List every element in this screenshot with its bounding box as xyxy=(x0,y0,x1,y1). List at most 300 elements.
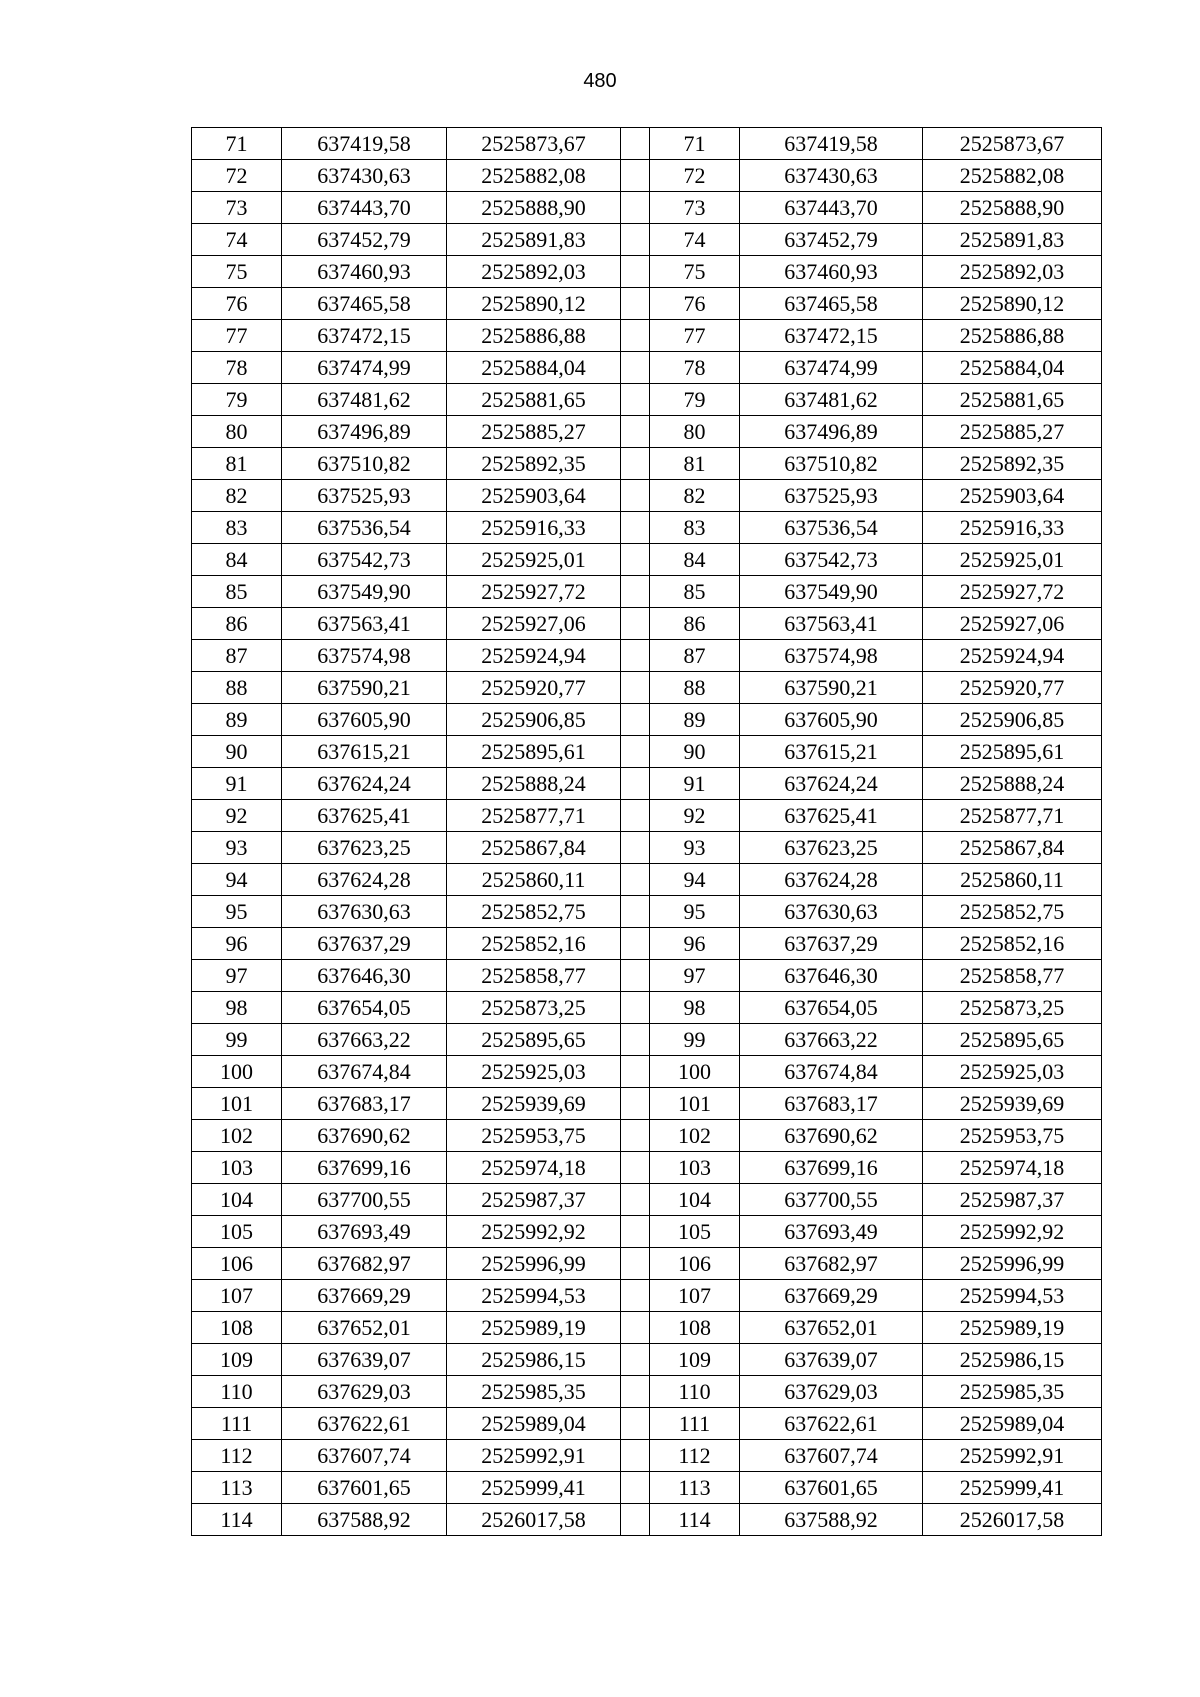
left-x-coordinate-cell: 637637,29 xyxy=(282,928,447,960)
table-row xyxy=(192,1120,1102,1152)
left-point-number-cell: 85 xyxy=(192,576,282,608)
right-point-number-cell: 86 xyxy=(650,608,740,640)
right-y-coordinate-cell: 2525895,61 xyxy=(923,736,1102,768)
table-row xyxy=(192,832,1102,864)
left-y-coordinate-cell: 2525881,65 xyxy=(447,384,621,416)
left-y-coordinate-cell: 2525994,53 xyxy=(447,1280,621,1312)
right-x-coordinate-cell: 637525,93 xyxy=(740,480,923,512)
separator-cell xyxy=(621,928,650,960)
right-point-number-cell: 105 xyxy=(650,1216,740,1248)
right-point-number-cell: 87 xyxy=(650,640,740,672)
left-point-number-cell: 81 xyxy=(192,448,282,480)
left-x-coordinate-cell: 637563,41 xyxy=(282,608,447,640)
left-y-coordinate-cell: 2525895,61 xyxy=(447,736,621,768)
separator-cell xyxy=(621,704,650,736)
separator-cell xyxy=(621,224,650,256)
right-point-number-cell: 114 xyxy=(650,1504,740,1536)
right-x-coordinate-cell: 637542,73 xyxy=(740,544,923,576)
separator-cell xyxy=(621,1216,650,1248)
right-x-coordinate-cell: 637549,90 xyxy=(740,576,923,608)
separator-cell xyxy=(621,128,650,160)
right-x-coordinate-cell: 637496,89 xyxy=(740,416,923,448)
left-y-coordinate-cell: 2525989,19 xyxy=(447,1312,621,1344)
right-y-coordinate-cell: 2525992,91 xyxy=(923,1440,1102,1472)
right-y-coordinate-cell: 2525924,94 xyxy=(923,640,1102,672)
left-point-number-cell: 80 xyxy=(192,416,282,448)
left-y-coordinate-cell: 2525867,84 xyxy=(447,832,621,864)
separator-cell xyxy=(621,864,650,896)
table-row xyxy=(192,1088,1102,1120)
left-point-number-cell: 100 xyxy=(192,1056,282,1088)
coordinates-table xyxy=(191,127,1102,1536)
right-x-coordinate-cell: 637563,41 xyxy=(740,608,923,640)
left-y-coordinate-cell: 2525925,01 xyxy=(447,544,621,576)
left-y-coordinate-cell: 2525852,75 xyxy=(447,896,621,928)
right-point-number-cell: 72 xyxy=(650,160,740,192)
right-x-coordinate-cell: 637700,55 xyxy=(740,1184,923,1216)
left-x-coordinate-cell: 637683,17 xyxy=(282,1088,447,1120)
table-row xyxy=(192,736,1102,768)
right-x-coordinate-cell: 637510,82 xyxy=(740,448,923,480)
separator-cell xyxy=(621,1120,650,1152)
right-x-coordinate-cell: 637637,29 xyxy=(740,928,923,960)
right-point-number-cell: 85 xyxy=(650,576,740,608)
separator-cell xyxy=(621,608,650,640)
left-x-coordinate-cell: 637629,03 xyxy=(282,1376,447,1408)
table-row xyxy=(192,576,1102,608)
table-row xyxy=(192,1024,1102,1056)
right-point-number-cell: 103 xyxy=(650,1152,740,1184)
table-row xyxy=(192,512,1102,544)
right-point-number-cell: 75 xyxy=(650,256,740,288)
right-x-coordinate-cell: 637646,30 xyxy=(740,960,923,992)
left-y-coordinate-cell: 2525886,88 xyxy=(447,320,621,352)
right-x-coordinate-cell: 637588,92 xyxy=(740,1504,923,1536)
right-point-number-cell: 113 xyxy=(650,1472,740,1504)
right-point-number-cell: 97 xyxy=(650,960,740,992)
left-y-coordinate-cell: 2525873,67 xyxy=(447,128,621,160)
right-point-number-cell: 104 xyxy=(650,1184,740,1216)
left-y-coordinate-cell: 2525925,03 xyxy=(447,1056,621,1088)
left-point-number-cell: 76 xyxy=(192,288,282,320)
right-x-coordinate-cell: 637630,63 xyxy=(740,896,923,928)
separator-cell xyxy=(621,1184,650,1216)
left-x-coordinate-cell: 637624,28 xyxy=(282,864,447,896)
table-row xyxy=(192,1216,1102,1248)
left-point-number-cell: 71 xyxy=(192,128,282,160)
left-x-coordinate-cell: 637588,92 xyxy=(282,1504,447,1536)
table-row xyxy=(192,800,1102,832)
right-point-number-cell: 112 xyxy=(650,1440,740,1472)
left-x-coordinate-cell: 637623,25 xyxy=(282,832,447,864)
table-row xyxy=(192,480,1102,512)
separator-cell xyxy=(621,800,650,832)
right-point-number-cell: 81 xyxy=(650,448,740,480)
left-point-number-cell: 108 xyxy=(192,1312,282,1344)
coordinates-table-body xyxy=(192,128,1102,1536)
left-point-number-cell: 113 xyxy=(192,1472,282,1504)
right-x-coordinate-cell: 637536,54 xyxy=(740,512,923,544)
right-point-number-cell: 83 xyxy=(650,512,740,544)
right-x-coordinate-cell: 637615,21 xyxy=(740,736,923,768)
right-y-coordinate-cell: 2525877,71 xyxy=(923,800,1102,832)
left-point-number-cell: 101 xyxy=(192,1088,282,1120)
left-point-number-cell: 83 xyxy=(192,512,282,544)
table-row xyxy=(192,608,1102,640)
left-point-number-cell: 91 xyxy=(192,768,282,800)
right-point-number-cell: 107 xyxy=(650,1280,740,1312)
separator-cell xyxy=(621,1024,650,1056)
right-x-coordinate-cell: 637605,90 xyxy=(740,704,923,736)
left-y-coordinate-cell: 2525989,04 xyxy=(447,1408,621,1440)
right-x-coordinate-cell: 637699,16 xyxy=(740,1152,923,1184)
right-y-coordinate-cell: 2525994,53 xyxy=(923,1280,1102,1312)
right-point-number-cell: 96 xyxy=(650,928,740,960)
left-y-coordinate-cell: 2525996,99 xyxy=(447,1248,621,1280)
right-point-number-cell: 101 xyxy=(650,1088,740,1120)
left-x-coordinate-cell: 637690,62 xyxy=(282,1120,447,1152)
table-row xyxy=(192,192,1102,224)
table-row xyxy=(192,1248,1102,1280)
left-y-coordinate-cell: 2525992,91 xyxy=(447,1440,621,1472)
separator-cell xyxy=(621,1504,650,1536)
table-row xyxy=(192,224,1102,256)
right-x-coordinate-cell: 637652,01 xyxy=(740,1312,923,1344)
right-point-number-cell: 77 xyxy=(650,320,740,352)
right-x-coordinate-cell: 637574,98 xyxy=(740,640,923,672)
table-row xyxy=(192,1504,1102,1536)
right-x-coordinate-cell: 637590,21 xyxy=(740,672,923,704)
left-point-number-cell: 106 xyxy=(192,1248,282,1280)
separator-cell xyxy=(621,320,650,352)
left-y-coordinate-cell: 2525895,65 xyxy=(447,1024,621,1056)
left-y-coordinate-cell: 2525920,77 xyxy=(447,672,621,704)
right-x-coordinate-cell: 637669,29 xyxy=(740,1280,923,1312)
right-point-number-cell: 71 xyxy=(650,128,740,160)
separator-cell xyxy=(621,512,650,544)
table-row xyxy=(192,1472,1102,1504)
separator-cell xyxy=(621,1472,650,1504)
separator-cell xyxy=(621,640,650,672)
left-point-number-cell: 94 xyxy=(192,864,282,896)
separator-cell xyxy=(621,960,650,992)
left-x-coordinate-cell: 637474,99 xyxy=(282,352,447,384)
separator-cell xyxy=(621,576,650,608)
separator-cell xyxy=(621,416,650,448)
left-x-coordinate-cell: 637574,98 xyxy=(282,640,447,672)
right-x-coordinate-cell: 637607,74 xyxy=(740,1440,923,1472)
table-row xyxy=(192,448,1102,480)
separator-cell xyxy=(621,1280,650,1312)
separator-cell xyxy=(621,1376,650,1408)
separator-cell xyxy=(621,1312,650,1344)
left-y-coordinate-cell: 2525892,35 xyxy=(447,448,621,480)
left-x-coordinate-cell: 637419,58 xyxy=(282,128,447,160)
right-point-number-cell: 111 xyxy=(650,1408,740,1440)
left-point-number-cell: 112 xyxy=(192,1440,282,1472)
left-point-number-cell: 99 xyxy=(192,1024,282,1056)
right-y-coordinate-cell: 2526017,58 xyxy=(923,1504,1102,1536)
left-point-number-cell: 96 xyxy=(192,928,282,960)
right-x-coordinate-cell: 637629,03 xyxy=(740,1376,923,1408)
right-x-coordinate-cell: 637623,25 xyxy=(740,832,923,864)
left-x-coordinate-cell: 637472,15 xyxy=(282,320,447,352)
right-y-coordinate-cell: 2525892,35 xyxy=(923,448,1102,480)
right-point-number-cell: 90 xyxy=(650,736,740,768)
separator-cell xyxy=(621,1408,650,1440)
table-row xyxy=(192,384,1102,416)
left-y-coordinate-cell: 2525858,77 xyxy=(447,960,621,992)
left-x-coordinate-cell: 637452,79 xyxy=(282,224,447,256)
right-y-coordinate-cell: 2525884,04 xyxy=(923,352,1102,384)
table-row xyxy=(192,288,1102,320)
left-x-coordinate-cell: 637674,84 xyxy=(282,1056,447,1088)
left-x-coordinate-cell: 637663,22 xyxy=(282,1024,447,1056)
left-point-number-cell: 103 xyxy=(192,1152,282,1184)
left-y-coordinate-cell: 2526017,58 xyxy=(447,1504,621,1536)
left-x-coordinate-cell: 637682,97 xyxy=(282,1248,447,1280)
left-x-coordinate-cell: 637430,63 xyxy=(282,160,447,192)
left-point-number-cell: 102 xyxy=(192,1120,282,1152)
right-point-number-cell: 99 xyxy=(650,1024,740,1056)
separator-cell xyxy=(621,1152,650,1184)
right-y-coordinate-cell: 2525903,64 xyxy=(923,480,1102,512)
left-y-coordinate-cell: 2525852,16 xyxy=(447,928,621,960)
separator-cell xyxy=(621,384,650,416)
table-row xyxy=(192,1440,1102,1472)
left-y-coordinate-cell: 2525891,83 xyxy=(447,224,621,256)
left-x-coordinate-cell: 637536,54 xyxy=(282,512,447,544)
separator-cell xyxy=(621,768,650,800)
left-point-number-cell: 74 xyxy=(192,224,282,256)
right-y-coordinate-cell: 2525925,01 xyxy=(923,544,1102,576)
separator-cell xyxy=(621,160,650,192)
right-y-coordinate-cell: 2525852,16 xyxy=(923,928,1102,960)
right-x-coordinate-cell: 637430,63 xyxy=(740,160,923,192)
table-row xyxy=(192,1376,1102,1408)
separator-cell xyxy=(621,672,650,704)
right-y-coordinate-cell: 2525916,33 xyxy=(923,512,1102,544)
left-x-coordinate-cell: 637542,73 xyxy=(282,544,447,576)
left-point-number-cell: 90 xyxy=(192,736,282,768)
left-y-coordinate-cell: 2525992,92 xyxy=(447,1216,621,1248)
separator-cell xyxy=(621,480,650,512)
right-x-coordinate-cell: 637693,49 xyxy=(740,1216,923,1248)
left-x-coordinate-cell: 637700,55 xyxy=(282,1184,447,1216)
separator-cell xyxy=(621,832,650,864)
right-point-number-cell: 73 xyxy=(650,192,740,224)
right-y-coordinate-cell: 2525881,65 xyxy=(923,384,1102,416)
right-y-coordinate-cell: 2525888,90 xyxy=(923,192,1102,224)
separator-cell xyxy=(621,448,650,480)
right-x-coordinate-cell: 637452,79 xyxy=(740,224,923,256)
left-point-number-cell: 73 xyxy=(192,192,282,224)
table-row xyxy=(192,992,1102,1024)
left-point-number-cell: 93 xyxy=(192,832,282,864)
right-point-number-cell: 78 xyxy=(650,352,740,384)
left-y-coordinate-cell: 2525939,69 xyxy=(447,1088,621,1120)
table-row xyxy=(192,416,1102,448)
left-x-coordinate-cell: 637625,41 xyxy=(282,800,447,832)
right-point-number-cell: 102 xyxy=(650,1120,740,1152)
right-y-coordinate-cell: 2525852,75 xyxy=(923,896,1102,928)
right-point-number-cell: 94 xyxy=(650,864,740,896)
left-x-coordinate-cell: 637624,24 xyxy=(282,768,447,800)
right-y-coordinate-cell: 2525927,06 xyxy=(923,608,1102,640)
right-x-coordinate-cell: 637682,97 xyxy=(740,1248,923,1280)
left-point-number-cell: 77 xyxy=(192,320,282,352)
right-y-coordinate-cell: 2525992,92 xyxy=(923,1216,1102,1248)
right-y-coordinate-cell: 2525891,83 xyxy=(923,224,1102,256)
table-row xyxy=(192,352,1102,384)
left-x-coordinate-cell: 637460,93 xyxy=(282,256,447,288)
left-point-number-cell: 78 xyxy=(192,352,282,384)
separator-cell xyxy=(621,992,650,1024)
left-x-coordinate-cell: 637630,63 xyxy=(282,896,447,928)
left-x-coordinate-cell: 637615,21 xyxy=(282,736,447,768)
left-point-number-cell: 111 xyxy=(192,1408,282,1440)
left-x-coordinate-cell: 637646,30 xyxy=(282,960,447,992)
left-point-number-cell: 109 xyxy=(192,1344,282,1376)
right-point-number-cell: 106 xyxy=(650,1248,740,1280)
left-x-coordinate-cell: 637601,65 xyxy=(282,1472,447,1504)
right-point-number-cell: 109 xyxy=(650,1344,740,1376)
left-point-number-cell: 87 xyxy=(192,640,282,672)
left-point-number-cell: 75 xyxy=(192,256,282,288)
right-y-coordinate-cell: 2525892,03 xyxy=(923,256,1102,288)
right-x-coordinate-cell: 637639,07 xyxy=(740,1344,923,1376)
right-y-coordinate-cell: 2525953,75 xyxy=(923,1120,1102,1152)
right-y-coordinate-cell: 2525974,18 xyxy=(923,1152,1102,1184)
right-y-coordinate-cell: 2525939,69 xyxy=(923,1088,1102,1120)
separator-cell xyxy=(621,1088,650,1120)
right-y-coordinate-cell: 2525860,11 xyxy=(923,864,1102,896)
left-x-coordinate-cell: 637443,70 xyxy=(282,192,447,224)
right-y-coordinate-cell: 2525888,24 xyxy=(923,768,1102,800)
right-x-coordinate-cell: 637622,61 xyxy=(740,1408,923,1440)
left-y-coordinate-cell: 2525888,90 xyxy=(447,192,621,224)
left-y-coordinate-cell: 2525884,04 xyxy=(447,352,621,384)
right-y-coordinate-cell: 2525920,77 xyxy=(923,672,1102,704)
right-point-number-cell: 91 xyxy=(650,768,740,800)
left-x-coordinate-cell: 637605,90 xyxy=(282,704,447,736)
right-y-coordinate-cell: 2525987,37 xyxy=(923,1184,1102,1216)
table-row xyxy=(192,640,1102,672)
right-y-coordinate-cell: 2525985,35 xyxy=(923,1376,1102,1408)
table-row xyxy=(192,896,1102,928)
right-x-coordinate-cell: 637443,70 xyxy=(740,192,923,224)
left-y-coordinate-cell: 2525985,35 xyxy=(447,1376,621,1408)
right-y-coordinate-cell: 2525927,72 xyxy=(923,576,1102,608)
left-point-number-cell: 114 xyxy=(192,1504,282,1536)
right-point-number-cell: 82 xyxy=(650,480,740,512)
right-x-coordinate-cell: 637474,99 xyxy=(740,352,923,384)
right-y-coordinate-cell: 2525873,67 xyxy=(923,128,1102,160)
table-row xyxy=(192,160,1102,192)
right-x-coordinate-cell: 637683,17 xyxy=(740,1088,923,1120)
page-number: 480 xyxy=(583,70,617,92)
table-row xyxy=(192,768,1102,800)
table-row xyxy=(192,544,1102,576)
table-row xyxy=(192,1056,1102,1088)
right-y-coordinate-cell: 2525999,41 xyxy=(923,1472,1102,1504)
table-row xyxy=(192,704,1102,736)
left-x-coordinate-cell: 637652,01 xyxy=(282,1312,447,1344)
right-point-number-cell: 76 xyxy=(650,288,740,320)
right-x-coordinate-cell: 637481,62 xyxy=(740,384,923,416)
left-y-coordinate-cell: 2525860,11 xyxy=(447,864,621,896)
right-x-coordinate-cell: 637465,58 xyxy=(740,288,923,320)
left-x-coordinate-cell: 637481,62 xyxy=(282,384,447,416)
left-point-number-cell: 98 xyxy=(192,992,282,1024)
separator-cell xyxy=(621,288,650,320)
left-y-coordinate-cell: 2525916,33 xyxy=(447,512,621,544)
left-x-coordinate-cell: 637699,16 xyxy=(282,1152,447,1184)
separator-cell xyxy=(621,352,650,384)
right-x-coordinate-cell: 637419,58 xyxy=(740,128,923,160)
right-y-coordinate-cell: 2525885,27 xyxy=(923,416,1102,448)
table-row xyxy=(192,1152,1102,1184)
left-y-coordinate-cell: 2525890,12 xyxy=(447,288,621,320)
right-y-coordinate-cell: 2525873,25 xyxy=(923,992,1102,1024)
left-x-coordinate-cell: 637654,05 xyxy=(282,992,447,1024)
table-row xyxy=(192,1344,1102,1376)
left-x-coordinate-cell: 637693,49 xyxy=(282,1216,447,1248)
table-row xyxy=(192,1184,1102,1216)
left-x-coordinate-cell: 637669,29 xyxy=(282,1280,447,1312)
table-row xyxy=(192,928,1102,960)
right-point-number-cell: 79 xyxy=(650,384,740,416)
right-y-coordinate-cell: 2525882,08 xyxy=(923,160,1102,192)
right-x-coordinate-cell: 637601,65 xyxy=(740,1472,923,1504)
left-x-coordinate-cell: 637465,58 xyxy=(282,288,447,320)
left-point-number-cell: 110 xyxy=(192,1376,282,1408)
left-x-coordinate-cell: 637607,74 xyxy=(282,1440,447,1472)
separator-cell xyxy=(621,1440,650,1472)
left-y-coordinate-cell: 2525877,71 xyxy=(447,800,621,832)
right-y-coordinate-cell: 2525895,65 xyxy=(923,1024,1102,1056)
left-point-number-cell: 82 xyxy=(192,480,282,512)
right-point-number-cell: 80 xyxy=(650,416,740,448)
right-point-number-cell: 74 xyxy=(650,224,740,256)
right-point-number-cell: 98 xyxy=(650,992,740,1024)
left-y-coordinate-cell: 2525892,03 xyxy=(447,256,621,288)
left-point-number-cell: 97 xyxy=(192,960,282,992)
table-row xyxy=(192,1280,1102,1312)
left-x-coordinate-cell: 637549,90 xyxy=(282,576,447,608)
right-y-coordinate-cell: 2525890,12 xyxy=(923,288,1102,320)
right-x-coordinate-cell: 637663,22 xyxy=(740,1024,923,1056)
right-x-coordinate-cell: 637625,41 xyxy=(740,800,923,832)
table-row xyxy=(192,320,1102,352)
left-x-coordinate-cell: 637622,61 xyxy=(282,1408,447,1440)
right-point-number-cell: 84 xyxy=(650,544,740,576)
right-x-coordinate-cell: 637674,84 xyxy=(740,1056,923,1088)
table-row xyxy=(192,960,1102,992)
separator-cell xyxy=(621,1056,650,1088)
left-y-coordinate-cell: 2525999,41 xyxy=(447,1472,621,1504)
right-y-coordinate-cell: 2525986,15 xyxy=(923,1344,1102,1376)
separator-cell xyxy=(621,1248,650,1280)
left-point-number-cell: 72 xyxy=(192,160,282,192)
left-point-number-cell: 86 xyxy=(192,608,282,640)
left-y-coordinate-cell: 2525873,25 xyxy=(447,992,621,1024)
left-x-coordinate-cell: 637639,07 xyxy=(282,1344,447,1376)
separator-cell xyxy=(621,736,650,768)
left-y-coordinate-cell: 2525903,64 xyxy=(447,480,621,512)
left-point-number-cell: 84 xyxy=(192,544,282,576)
right-x-coordinate-cell: 637624,28 xyxy=(740,864,923,896)
